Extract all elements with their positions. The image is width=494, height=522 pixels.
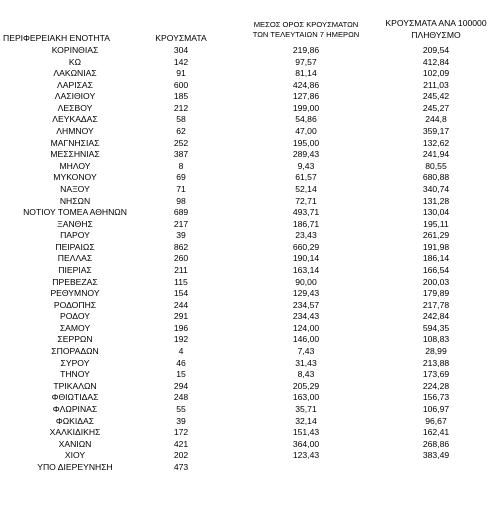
region-cell: ΝΗΣΩΝ [59,195,91,206]
table-row [0,114,494,126]
seven-day-average-cell: 493,71 [292,207,320,218]
region-cell: ΛΑΡΙΣΑΣ [57,79,93,90]
cases-per-100k-cell: 340,74 [422,183,450,194]
cases-per-100k-cell: 173,69 [422,369,450,380]
header-avg-line-2: ΤΩΝ ΤΕΛΕΥΤΑΙΩΝ 7 ΗΜΕΡΩΝ [252,30,360,39]
region-cell: ΡΕΘΥΜΝΟΥ [50,288,100,299]
table-row [0,103,494,115]
region-cell: ΣΑΜΟΥ [59,322,91,333]
region-cell: ΦΘΙΩΤΙΔΑΣ [51,392,99,403]
table-row [0,230,494,242]
table-header [0,6,494,46]
cases-per-100k-cell: 28,99 [425,346,447,357]
seven-day-average-cell: 424,86 [292,79,320,90]
region-cell: ΜΗΛΟΥ [59,160,91,171]
cases-cell: 39 [176,230,186,241]
cases-per-100k-cell: 359,17 [422,126,450,137]
cases-cell: 387 [173,149,189,160]
table-row [0,91,494,103]
cases-cell: 115 [174,276,188,287]
seven-day-average-cell: 163,00 [292,392,320,403]
cases-per-100k-cell: 383,49 [422,450,450,461]
cases-cell: 15 [176,369,186,380]
region-cell: ΣΕΡΡΩΝ [57,334,93,345]
region-cell: ΠΙΕΡΙΑΣ [58,264,92,275]
table-row [0,138,494,150]
seven-day-average-cell: 151,43 [292,427,320,438]
cases-per-100k-cell: 217,78 [422,299,450,310]
region-cell: ΧΑΛΚΙΔΙΚΗΣ [49,427,101,438]
cases-cell: 196 [173,322,189,333]
region-cell: ΧΑΝΙΩΝ [58,438,92,449]
cases-cell: 69 [176,172,186,183]
cases-per-100k-cell: 132,62 [422,137,450,148]
cases-cell: 154 [173,288,189,299]
cases-per-100k-cell: 213,88 [422,357,450,368]
seven-day-average-cell: 186,71 [292,218,320,229]
seven-day-average-cell: 199,00 [292,102,320,113]
region-cell: ΛΕΣΒΟΥ [57,102,93,113]
table-row [0,126,494,138]
region-cell: ΡΟΔΟΥ [60,311,90,322]
seven-day-average-cell: 127,86 [292,91,320,102]
cases-per-100k-cell: 224,28 [422,380,450,391]
seven-day-average-cell: 23,43 [295,230,317,241]
table-row [0,416,494,428]
table-row [0,462,494,474]
cases-cell: 304 [173,45,189,55]
cases-cell: 291 [173,311,189,322]
seven-day-average-cell: 219,86 [292,45,320,55]
cases-per-100k-cell: 261,29 [422,230,450,241]
region-cell: ΣΥΡΟΥ [60,357,90,368]
table-row [0,207,494,219]
region-cell: ΦΛΩΡΙΝΑΣ [52,403,98,414]
table-row [0,149,494,161]
table-row [0,80,494,92]
seven-day-average-cell: 195,00 [292,137,320,148]
seven-day-average-cell: 81,14 [295,68,317,79]
region-cell: ΠΡΕΒΕΖΑΣ [52,276,98,287]
seven-day-average-cell: 52,14 [295,183,317,194]
seven-day-average-cell: 32,14 [295,415,317,426]
cases-per-100k-cell: 191,98 [422,241,450,252]
cases-cell: 142 [173,56,189,67]
cases-per-100k-cell: 96,67 [425,415,447,426]
cases-per-100k-cell: 241,94 [422,149,450,160]
seven-day-average-cell: 146,00 [292,334,320,345]
cases-cell: 689 [173,207,189,218]
cases-per-100k-cell: 156,73 [422,392,450,403]
cases-cell: 211 [174,264,188,275]
header-avg-line-1: ΜΕΣΟΣ ΟΡΟΣ ΚΡΟΥΣΜΑΤΩΝ [253,20,359,29]
cases-cell: 172 [173,427,189,438]
cases-cell: 91 [176,68,186,79]
cases-per-100k-cell: 131,28 [422,195,450,206]
region-cell: ΝΟΤΙΟΥ ΤΟΜΕΑ ΑΘΗΝΩΝ [23,207,127,218]
cases-per-100k-cell: 108,83 [422,334,450,345]
table-body [0,45,494,473]
region-cell: ΠΕΛΛΑΣ [57,253,93,264]
seven-day-average-cell: 47,00 [295,126,317,137]
table-row [0,277,494,289]
seven-day-average-cell: 8,43 [297,369,315,380]
table-row [0,57,494,69]
seven-day-average-cell: 129,43 [292,288,320,299]
cases-per-100k-cell: 680,88 [422,172,450,183]
table-row [0,196,494,208]
seven-day-average-cell: 90,00 [295,276,317,287]
region-cell: ΣΠΟΡΑΔΩΝ [51,346,99,357]
cases-cell: 202 [173,450,189,461]
cases-cell: 212 [173,102,189,113]
cases-per-100k-cell: 195,11 [423,218,449,229]
table-row [0,439,494,451]
cases-cell: 192 [173,334,189,345]
table-row [0,346,494,358]
table-row [0,334,494,346]
region-cell: ΜΥΚΟΝΟΥ [53,172,97,183]
table-row [0,253,494,265]
header-per100k-line-2: ΠΛΗΘΥΣΜΟ [411,30,461,40]
cases-per-100k-cell: 245,42 [422,91,450,102]
seven-day-average-cell: 31,43 [295,357,317,368]
table-row [0,450,494,462]
region-cell: ΛΗΜΝΟΥ [56,126,94,137]
table-row [0,161,494,173]
cases-cell: 862 [173,241,189,252]
table-row [0,392,494,404]
cases-per-100k-cell: 244,8 [425,114,447,125]
cases-cell: 248 [173,392,189,403]
cases-per-100k-cell: 211,03 [423,79,449,90]
region-cell: ΜΑΓΝΗΣΙΑΣ [50,137,100,148]
header-seven-day-average [236,20,376,40]
seven-day-average-cell: 123,43 [292,450,320,461]
header-cases: ΚΡΟΥΣΜΑΤΑ [155,33,207,43]
seven-day-average-cell: 9,43 [297,160,315,171]
seven-day-average-cell: 234,43 [292,311,320,322]
region-cell: ΜΕΣΣΗΝΙΑΣ [50,149,100,160]
cases-per-100k-cell: 179,89 [422,288,450,299]
cases-per-100k-cell: 200,03 [422,276,450,287]
region-cell: ΠΕΙΡΑΙΩΣ [55,241,95,252]
cases-cell: 98 [176,195,186,206]
region-cell: ΛΑΚΩΝΙΑΣ [53,68,97,79]
region-cell: ΛΕΥΚΑΔΑΣ [52,114,98,125]
cases-per-100k-cell: 594,35 [422,322,450,333]
cases-cell: 473 [173,461,189,472]
cases-per-100k-cell: 412,84 [422,56,450,67]
cases-per-100k-cell: 242,84 [422,311,450,322]
cases-cell: 8 [178,160,184,171]
table-row [0,172,494,184]
cases-cell: 55 [176,403,186,414]
region-cell: ΚΩ [68,56,82,67]
cases-cell: 62 [176,126,186,137]
table-row [0,311,494,323]
cases-cell: 294 [173,380,189,391]
header-per100k-line-1: ΚΡΟΥΣΜΑΤΑ ΑΝΑ 100000 [385,18,487,28]
table-row [0,358,494,370]
seven-day-average-cell: 61,57 [295,172,317,183]
cases-cell: 600 [173,79,189,90]
table-row [0,300,494,312]
table-row [0,219,494,231]
header-cases-per-100k [378,17,494,41]
cases-per-100k-cell: 209,54 [422,45,450,55]
cases-per-100k-cell: 162,41 [422,427,450,438]
region-cell: ΚΟΡΙΝΘΙΑΣ [51,45,99,55]
cases-per-100k-cell: 166,54 [422,264,450,275]
table-row [0,184,494,196]
cases-cell: 217 [173,218,189,229]
cases-per-100k-cell: 80,55 [425,160,447,171]
table-row [0,265,494,277]
cases-per-100k-cell: 186,14 [422,253,450,264]
table-row [0,242,494,254]
table-row [0,404,494,416]
cases-cell: 185 [173,91,189,102]
table-row [0,323,494,335]
seven-day-average-cell: 97,57 [295,56,317,67]
seven-day-average-cell: 289,43 [292,149,320,160]
cases-cell: 71 [176,183,186,194]
cases-per-100k-cell: 106,97 [422,403,450,414]
table-row [0,381,494,393]
cases-per-100k-cell: 268,86 [422,438,450,449]
region-cell: ΠΑΡΟΥ [60,230,90,241]
seven-day-average-cell: 54,86 [295,114,317,125]
cases-cell: 252 [173,137,189,148]
region-cell: ΝΑΞΟΥ [60,183,90,194]
cases-cell: 39 [176,415,186,426]
table-row [0,369,494,381]
table-row [0,45,494,57]
cases-per-100k-cell: 102,09 [422,68,450,79]
cases-cell: 421 [173,438,189,449]
seven-day-average-cell: 72,71 [295,195,317,206]
seven-day-average-cell: 190,14 [292,253,320,264]
region-cell: ΥΠΟ ΔΙΕΡΕΥΝΗΣΗ [37,461,113,472]
seven-day-average-cell: 205,29 [292,380,320,391]
cases-cell: 4 [178,346,184,357]
seven-day-average-cell: 35,71 [295,403,317,414]
region-cell: ΡΟΔΟΠΗΣ [53,299,97,310]
seven-day-average-cell: 124,00 [292,322,320,333]
seven-day-average-cell: 163,14 [292,264,320,275]
table-row [0,288,494,300]
table-row [0,68,494,80]
seven-day-average-cell: 7,43 [297,346,315,357]
cases-cell: 58 [176,114,186,125]
region-cell: ΞΑΝΘΗΣ [57,218,93,229]
region-cell: ΛΑΣΙΘΙΟΥ [54,91,96,102]
cases-per-100k-cell: 245,27 [422,102,450,113]
region-cell: ΧΙΟΥ [64,450,86,461]
region-cell: ΤΗΝΟΥ [60,369,90,380]
region-cell: ΦΩΚΙΔΑΣ [55,415,95,426]
seven-day-average-cell: 364,00 [292,438,320,449]
seven-day-average-cell: 660,29 [292,241,320,252]
seven-day-average-cell: 234,57 [292,299,320,310]
cases-cell: 260 [173,253,189,264]
table-row [0,427,494,439]
cases-cell: 244 [173,299,189,310]
cases-cell: 46 [176,357,186,368]
cases-per-100k-cell: 130,04 [422,207,450,218]
region-cell: ΤΡΙΚΑΛΩΝ [53,380,97,391]
header-region: ΠΕΡΙΦΕΡΕΙΑΚΗ ΕΝΟΤΗΤΑ [3,33,110,43]
